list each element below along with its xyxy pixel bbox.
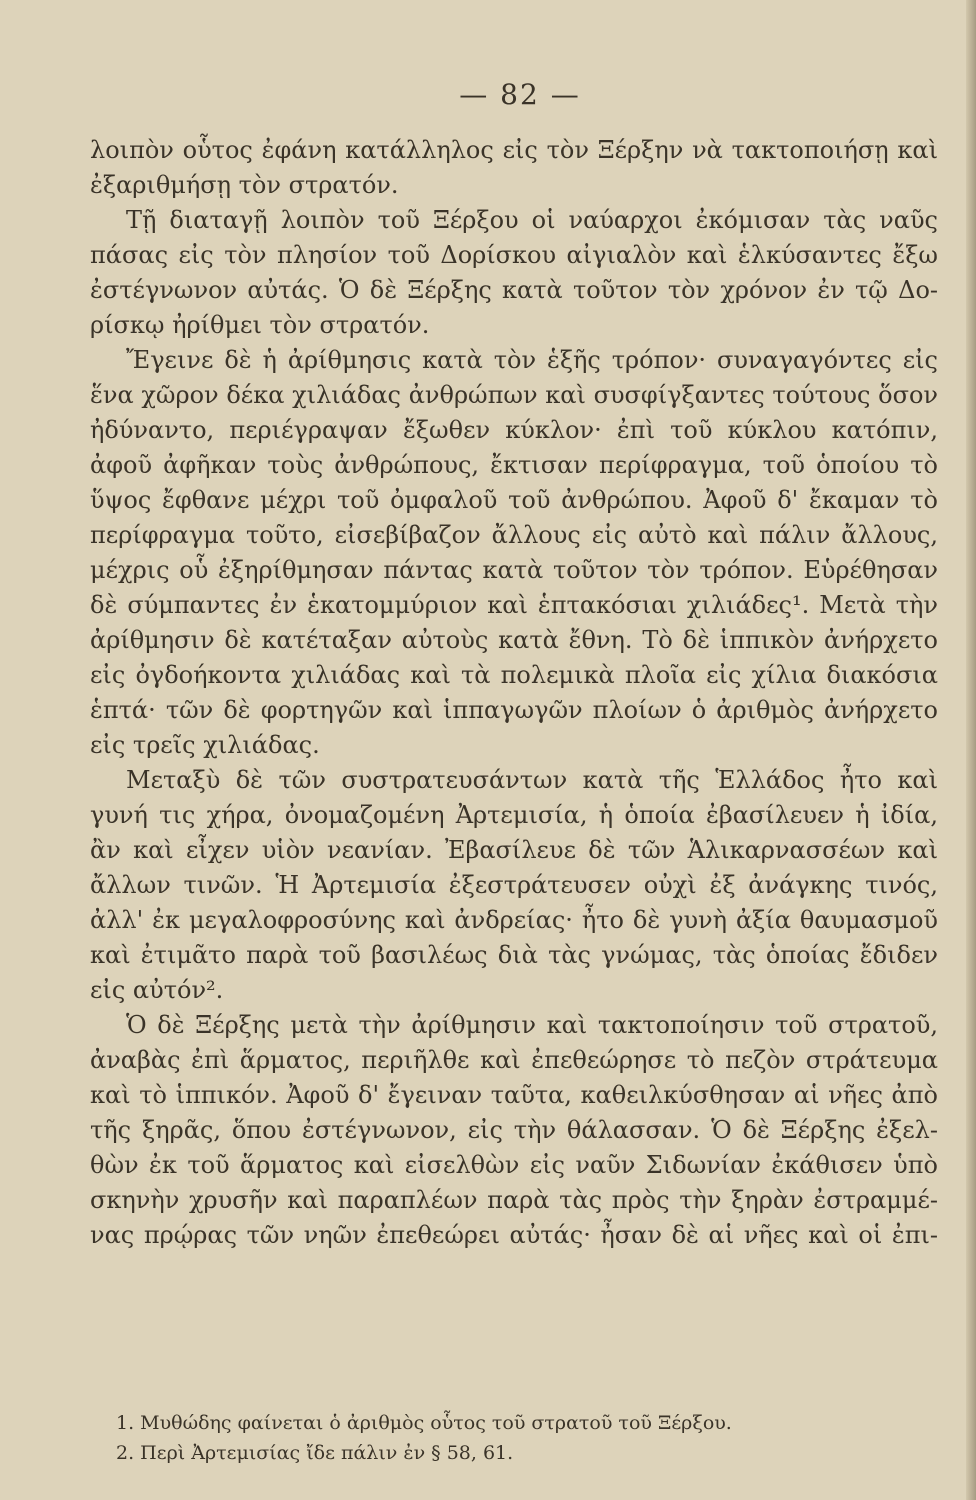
text-line: ἐστέγνωνον αὐτάς. Ὁ δὲ Ξέρξης κατὰ τοῦτον τὸν χρόνον ἐν τῷ Δο-	[90, 276, 938, 304]
text-line: ἠδύναντο, περιέγραψαν ἔξωθεν κύκλον· ἐπὶ τοῦ κύκλου κατόπιν,	[90, 416, 938, 444]
text-line: ἕνα χῶρον δέκα χιλιάδας ἀνθρώπων καὶ συσφίγξαντες τούτους ὅσον	[90, 381, 938, 409]
footnotes	[116, 1408, 916, 1468]
text-line: ἀναβὰς ἐπὶ ἅρματος, περιῆλθε καὶ ἐπεθεώρησε τὸ πεζὸν στράτευμα	[90, 1046, 938, 1074]
text-line: τῆς ξηρᾶς, ὅπου ἐστέγνωνον, εἰς τὴν θάλασσαν. Ὁ δὲ Ξέρξης ἐξελ-	[90, 1116, 938, 1144]
footnote: 2. Περὶ Ἀρτεμισίας ἴδε πάλιν ἐν § 58, 61.	[116, 1442, 514, 1464]
page-edge-shadow	[966, 0, 976, 1500]
text-line: καὶ τὸ ἱππικόν. Ἀφοῦ δ' ἔγειναν ταῦτα, καθειλκύσθησαν αἱ νῆες ἀπὸ	[90, 1081, 938, 1109]
text-line: Τῇ διαταγῇ λοιπὸν τοῦ Ξέρξου οἱ ναύαρχοι ἐκόμισαν τὰς ναῦς	[126, 206, 938, 234]
text-line: σκηνὴν χρυσῆν καὶ παραπλέων παρὰ τὰς πρὸς τὴν ξηρὰν ἐστραμμέ-	[90, 1186, 938, 1214]
text-line: ὕψος ἔφθανε μέχρι τοῦ ὀμφαλοῦ τοῦ ἀνθρώπου. Ἀφοῦ δ' ἔκαμαν τὸ	[90, 486, 938, 514]
text-line: λοιπὸν οὗτος ἐφάνη κατάλληλος εἰς τὸν Ξέρξην νὰ τακτοποιήσῃ καὶ	[90, 136, 938, 164]
footnote: 1. Μυθώδης φαίνεται ὁ ἀριθμὸς οὗτος τοῦ στρατοῦ τοῦ Ξέρξου.	[116, 1412, 732, 1434]
text-line: ρίσκῳ ἠρίθμει τὸν στρατόν.	[90, 311, 430, 339]
text-line: περίφραγμα τοῦτο, εἰσεβίβαζον ἄλλους εἰς αὐτὸ καὶ πάλιν ἄλλους,	[90, 521, 938, 549]
text-line: μέχρις οὗ ἐξηρίθμησαν πάντας κατὰ τοῦτον τὸν τρόπον. Εὑρέθησαν	[90, 556, 938, 584]
text-line: εἰς αὐτόν².	[90, 976, 224, 1004]
text-line: Μεταξὺ δὲ τῶν συστρατευσάντων κατὰ τῆς Ἑλλάδος ἦτο καὶ	[126, 766, 938, 794]
text-line: γυνή τις χήρα, ὀνομαζομένη Ἀρτεμισία, ἡ ὁποία ἐβασίλευεν ἡ ἰδία,	[90, 801, 938, 829]
text-line: δὲ σύμπαντες ἐν ἑκατομμύριον καὶ ἑπτακόσιαι χιλιάδες¹. Μετὰ τὴν	[90, 591, 938, 619]
text-line: ἀφοῦ ἀφῆκαν τοὺς ἀνθρώπους, ἔκτισαν περίφραγμα, τοῦ ὁποίου τὸ	[90, 451, 938, 479]
text-line: νας πρῴρας τῶν νηῶν ἐπεθεώρει αὐτάς· ἦσαν δὲ αἱ νῆες καὶ οἱ ἐπι-	[90, 1221, 938, 1249]
page-number: — 82 —	[459, 78, 581, 111]
text-line: ἀλλ' ἐκ μεγαλοφροσύνης καὶ ἀνδρείας· ἦτο δὲ γυνὴ ἀξία θαυμασμοῦ	[90, 906, 938, 934]
text-line: θὼν ἐκ τοῦ ἅρματος καὶ εἰσελθὼν εἰς ναῦν Σιδωνίαν ἐκάθισεν ὑπὸ	[90, 1151, 938, 1179]
text-line: ἐξαριθμήσῃ τὸν στρατόν.	[90, 171, 399, 199]
body-text	[90, 133, 938, 1253]
text-line: πάσας εἰς τὸν πλησίον τοῦ Δορίσκου αἰγιαλὸν καὶ ἑλκύσαντες ἔξω	[90, 241, 938, 269]
text-line: ἂν καὶ εἶχεν υἱὸν νεανίαν. Ἐβασίλευε δὲ τῶν Ἁλικαρνασσέων καὶ	[90, 836, 938, 864]
text-line: καὶ ἐτιμᾶτο παρὰ τοῦ βασιλέως διὰ τὰς γνώμας, τὰς ὁποίας ἔδιδεν	[90, 941, 938, 969]
text-line: εἰς ὀγδοήκοντα χιλιάδας καὶ τὰ πολεμικὰ πλοῖα εἰς χίλια διακόσια	[90, 661, 938, 689]
text-line: Ἔγεινε δὲ ἡ ἀρίθμησις κατὰ τὸν ἑξῆς τρόπον· συναγαγόντες εἰς	[126, 346, 938, 374]
text-line: ἄλλων τινῶν. Ἡ Ἀρτεμισία ἐξεστράτευσεν οὐχὶ ἐξ ἀνάγκης τινός,	[90, 871, 938, 899]
text-line: ἀρίθμησιν δὲ κατέταξαν αὐτοὺς κατὰ ἔθνη. Τὸ δὲ ἱππικὸν ἀνήρχετο	[90, 626, 938, 654]
text-line: εἰς τρεῖς χιλιάδας.	[90, 731, 320, 759]
text-line: ἑπτά· τῶν δὲ φορτηγῶν καὶ ἱππαγωγῶν πλοίων ὁ ἀριθμὸς ἀνήρχετο	[90, 696, 938, 724]
text-line: Ὁ δὲ Ξέρξης μετὰ τὴν ἀρίθμησιν καὶ τακτοποίησιν τοῦ στρατοῦ,	[126, 1011, 938, 1039]
